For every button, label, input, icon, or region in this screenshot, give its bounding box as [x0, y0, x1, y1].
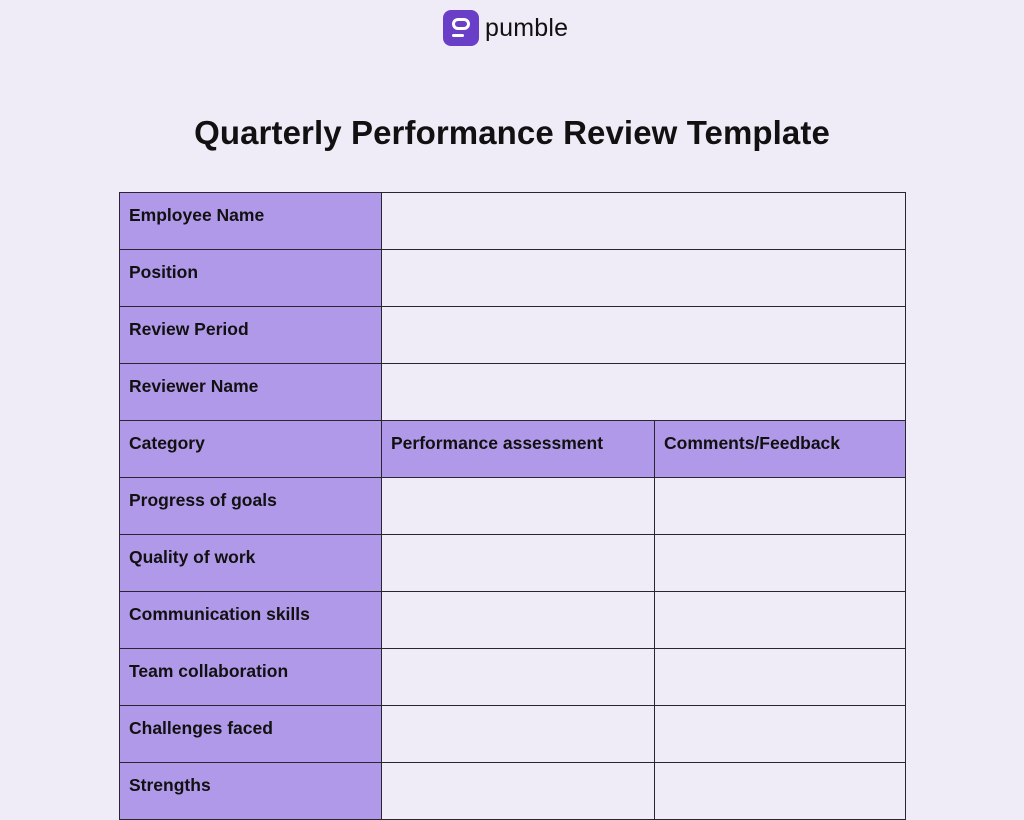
comments-cell[interactable] — [655, 649, 906, 706]
assessment-cell[interactable] — [382, 706, 655, 763]
table-row — [120, 250, 906, 307]
row-label: Employee Name — [120, 193, 382, 250]
reviewer-name-field[interactable] — [382, 364, 906, 421]
category-label: Quality of work — [120, 535, 382, 592]
comments-cell[interactable] — [655, 592, 906, 649]
row-label: Review Period — [120, 307, 382, 364]
assessment-cell[interactable] — [382, 535, 655, 592]
comments-cell[interactable] — [655, 478, 906, 535]
comments-cell[interactable] — [655, 535, 906, 592]
table-row — [120, 592, 906, 649]
position-field[interactable] — [382, 250, 906, 307]
table-row — [120, 649, 906, 706]
table-row — [120, 706, 906, 763]
pumble-logo-icon — [443, 10, 479, 46]
column-header: Comments/Feedback — [655, 421, 906, 478]
table-row — [120, 193, 906, 250]
brand-name: pumble — [485, 13, 569, 42]
review-table — [119, 192, 906, 820]
table-row — [120, 307, 906, 364]
row-label: Reviewer Name — [120, 364, 382, 421]
comments-cell[interactable] — [655, 763, 906, 820]
comments-cell[interactable] — [655, 706, 906, 763]
category-label: Communication skills — [120, 592, 382, 649]
page-title: Quarterly Performance Review Template — [194, 114, 830, 151]
column-header-row — [120, 421, 906, 478]
row-label: Position — [120, 250, 382, 307]
assessment-cell[interactable] — [382, 592, 655, 649]
table-row — [120, 478, 906, 535]
table-row — [120, 763, 906, 820]
column-header: Category — [120, 421, 382, 478]
category-label: Progress of goals — [120, 478, 382, 535]
category-label: Strengths — [120, 763, 382, 820]
assessment-cell[interactable] — [382, 649, 655, 706]
category-label: Challenges faced — [120, 706, 382, 763]
table-row — [120, 535, 906, 592]
column-header: Performance assessment — [382, 421, 655, 478]
employee-name-field[interactable] — [382, 193, 906, 250]
brand-logo — [443, 10, 568, 46]
table-row — [120, 364, 906, 421]
review-period-field[interactable] — [382, 307, 906, 364]
category-label: Team collaboration — [120, 649, 382, 706]
assessment-cell[interactable] — [382, 763, 655, 820]
assessment-cell[interactable] — [382, 478, 655, 535]
